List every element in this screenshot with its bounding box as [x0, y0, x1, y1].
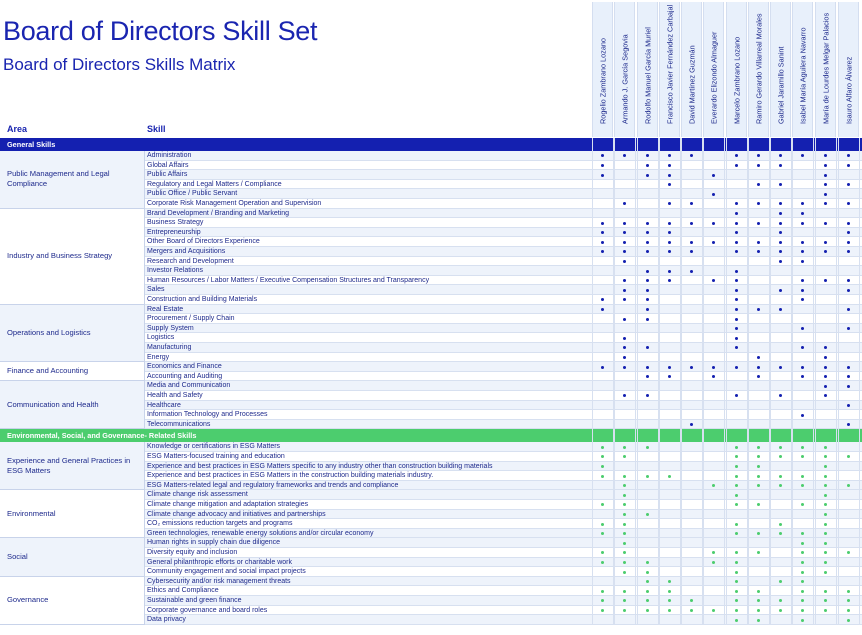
skill-row: Corporate Risk Management Operation and Supervision — [145, 199, 862, 209]
skill-marker-dot — [824, 609, 827, 612]
skill-marker-dot — [779, 475, 782, 478]
column-divider — [815, 138, 816, 625]
skill-marker-dot — [735, 571, 738, 574]
skill-marker-dot — [712, 222, 715, 225]
skill-marker-dot — [735, 164, 738, 167]
skill-marker-dot — [668, 241, 671, 244]
skill-marker-dot — [668, 475, 671, 478]
director-name: Isauro Alfaro Álvarez — [844, 56, 853, 124]
skill-marker-dot — [735, 270, 738, 273]
skill-marker-dot — [623, 523, 626, 526]
skill-row: Media and Communication — [145, 381, 862, 391]
skill-marker-dot — [623, 571, 626, 574]
skill-marker-dot — [623, 513, 626, 516]
skill-marker-dot — [824, 385, 827, 388]
skill-marker-dot — [801, 414, 804, 417]
skill-marker-dot — [847, 385, 850, 388]
skill-row: Global Affairs — [145, 161, 862, 171]
skill-marker-dot — [646, 609, 649, 612]
skill-row: Data privacy — [145, 615, 862, 625]
skill-row: Knowledge or certifications in ESG Matters — [145, 442, 862, 452]
skill-row: ESG Matters-related legal and regulatory frameworks and trends and compliance — [145, 481, 862, 491]
skill-marker-dot — [801, 222, 804, 225]
skill-row: Brand Development / Branding and Marketing — [145, 209, 862, 219]
director-column-header — [792, 2, 813, 137]
column-divider — [724, 138, 725, 625]
area-label: Communication and Health — [0, 381, 145, 429]
skill-marker-dot — [646, 318, 649, 321]
skill-marker-dot — [646, 308, 649, 311]
director-name: Marcelo Zambrano Lozano — [732, 36, 741, 124]
skill-row: Telecommunications — [145, 420, 862, 430]
skill-marker-dot — [601, 475, 604, 478]
area-label: Experience and General Practices in ESG Matters — [0, 442, 145, 490]
skill-marker-dot — [824, 366, 827, 369]
column-divider — [592, 138, 593, 625]
skill-row: Community engagement and social impact projects — [145, 567, 862, 577]
skill-marker-dot — [779, 164, 782, 167]
skill-marker-dot — [757, 446, 760, 449]
skill-marker-dot — [824, 164, 827, 167]
skill-row: Green technologies, renewable energy solutions and/or circular economy — [145, 529, 862, 539]
director-name: María de Lourdes Melgar Palacios — [821, 12, 830, 124]
skill-marker-dot — [735, 590, 738, 593]
column-divider — [836, 138, 837, 625]
skill-marker-dot — [623, 222, 626, 225]
skill-marker-dot — [735, 561, 738, 564]
skill-marker-dot — [801, 475, 804, 478]
skill-marker-dot — [801, 212, 804, 215]
skill-marker-dot — [824, 446, 827, 449]
skill-row: Climate change mitigation and adaptation strategies — [145, 500, 862, 510]
skill-marker-dot — [735, 619, 738, 622]
column-divider — [770, 138, 771, 625]
skill-marker-dot — [668, 222, 671, 225]
skill-marker-dot — [623, 542, 626, 545]
skill-marker-dot — [668, 366, 671, 369]
column-divider — [703, 138, 704, 625]
skill-marker-dot — [646, 590, 649, 593]
skill-row: Climate change risk assessment — [145, 490, 862, 500]
director-name: Rodolfo Manuel García Muriel — [643, 27, 652, 124]
skill-marker-dot — [601, 222, 604, 225]
skill-marker-dot — [847, 241, 850, 244]
skill-marker-dot — [779, 446, 782, 449]
skill-marker-dot — [601, 308, 604, 311]
skill-marker-dot — [601, 465, 604, 468]
column-divider — [637, 138, 638, 625]
skill-marker-dot — [757, 475, 760, 478]
skill-row: Sustainable and green finance — [145, 596, 862, 606]
director-column-header — [770, 2, 791, 137]
skill-marker-dot — [779, 366, 782, 369]
skill-marker-dot — [623, 289, 626, 292]
skill-marker-dot — [601, 174, 604, 177]
skill-marker-dot — [623, 494, 626, 497]
skill-marker-dot — [735, 446, 738, 449]
skill-row: Regulatory and Legal Matters / Compliance — [145, 180, 862, 190]
skill-marker-dot — [757, 308, 760, 311]
skill-row: Economics and Finance — [145, 362, 862, 372]
director-name: Gabriel Jaramillo Sanint — [776, 46, 785, 124]
director-name: Armando J. García Segovia — [620, 34, 629, 124]
skill-row: Information Technology and Processes — [145, 410, 862, 420]
skill-row: Mergers and Acquisitions — [145, 247, 862, 257]
skill-marker-dot — [779, 523, 782, 526]
skill-marker-dot — [623, 241, 626, 244]
skill-marker-dot — [801, 446, 804, 449]
skill-row: Healthcare — [145, 401, 862, 411]
skill-marker-dot — [623, 590, 626, 593]
director-name: Everardo Elizondo Almaguer — [709, 31, 718, 124]
skill-marker-dot — [735, 523, 738, 526]
skill-marker-dot — [735, 241, 738, 244]
skill-marker-dot — [690, 609, 693, 612]
skill-marker-dot — [735, 222, 738, 225]
skill-marker-dot — [690, 270, 693, 273]
skill-marker-dot — [757, 619, 760, 622]
skill-marker-dot — [824, 356, 827, 359]
skill-row: Administration — [145, 151, 862, 161]
skill-marker-dot — [757, 590, 760, 593]
section-header: Environmental, Social, and Governance- Related Skills — [0, 429, 862, 442]
director-column-header — [681, 2, 702, 137]
director-column-header — [637, 2, 658, 137]
skill-row: Diversity equity and inclusion — [145, 548, 862, 558]
skill-marker-dot — [847, 308, 850, 311]
skill-marker-dot — [646, 475, 649, 478]
skill-marker-dot — [757, 222, 760, 225]
skill-marker-dot — [779, 609, 782, 612]
skill-row: Manufacturing — [145, 343, 862, 353]
skill-marker-dot — [735, 465, 738, 468]
skill-marker-dot — [668, 164, 671, 167]
skill-marker-dot — [623, 609, 626, 612]
column-divider — [726, 138, 727, 625]
skill-row: Climate change advocacy and initiatives and partnerships — [145, 510, 862, 520]
skill-marker-dot — [847, 366, 850, 369]
skill-marker-dot — [847, 609, 850, 612]
director-column-header — [592, 2, 613, 137]
skill-marker-dot — [668, 590, 671, 593]
skill-marker-dot — [801, 260, 804, 263]
area-label: Finance and Accounting — [0, 362, 145, 381]
skill-marker-dot — [757, 164, 760, 167]
skill-row: Logistics — [145, 333, 862, 343]
column-divider — [813, 138, 814, 625]
skill-marker-dot — [824, 193, 827, 196]
skill-marker-dot — [712, 366, 715, 369]
skill-marker-dot — [757, 356, 760, 359]
column-divider — [614, 138, 615, 625]
skill-marker-dot — [712, 174, 715, 177]
skill-marker-dot — [712, 561, 715, 564]
skill-row: Entrepreneurship — [145, 228, 862, 238]
skill-marker-dot — [668, 270, 671, 273]
skill-row: Sales — [145, 285, 862, 295]
page-title: Board of Directors Skill Set — [3, 16, 318, 46]
director-column-header — [703, 2, 724, 137]
skill-marker-dot — [735, 289, 738, 292]
skill-row: Energy — [145, 353, 862, 363]
skill-row: Construction and Building Materials — [145, 295, 862, 305]
skill-marker-dot — [735, 494, 738, 497]
skill-marker-dot — [646, 561, 649, 564]
director-name: Ramiro Gerardo Villarreal Morales — [754, 13, 763, 124]
skill-marker-dot — [824, 561, 827, 564]
column-divider — [859, 138, 860, 625]
skill-marker-dot — [601, 164, 604, 167]
skill-marker-dot — [779, 308, 782, 311]
skill-row: Experience and best practices in ESG Matters specific to any industry other than construction building materials — [145, 462, 862, 472]
skill-row: Public Office / Public Servant — [145, 189, 862, 199]
skill-row: Accounting and Auditing — [145, 372, 862, 382]
skill-row: Human Resources / Labor Matters / Executive Compensation Structures and Transparency — [145, 276, 862, 286]
director-column-header — [659, 2, 680, 137]
skill-marker-dot — [847, 619, 850, 622]
skill-marker-dot — [847, 590, 850, 593]
skill-marker-dot — [646, 571, 649, 574]
skill-marker-dot — [779, 260, 782, 263]
skill-marker-dot — [623, 366, 626, 369]
skill-row: Supply System — [145, 324, 862, 334]
skill-marker-dot — [801, 289, 804, 292]
skill-marker-dot — [690, 241, 693, 244]
skill-marker-dot — [623, 475, 626, 478]
skill-marker-dot — [824, 494, 827, 497]
skill-marker-dot — [757, 465, 760, 468]
skill-marker-dot — [735, 337, 738, 340]
skill-marker-dot — [801, 561, 804, 564]
skill-marker-dot — [847, 164, 850, 167]
skill-row: ESG Matters-focused training and education — [145, 452, 862, 462]
skill-marker-dot — [847, 222, 850, 225]
skill-marker-dot — [623, 446, 626, 449]
column-divider — [635, 138, 636, 625]
skill-column-header: Skill — [147, 124, 166, 134]
director-column-header — [748, 2, 769, 137]
skill-marker-dot — [824, 523, 827, 526]
skill-marker-dot — [735, 212, 738, 215]
skill-row: Experience and best practices in ESG Matters in the construction building materials industry. — [145, 471, 862, 481]
column-divider — [792, 138, 793, 625]
director-name: Rogelio Zambrano Lozano — [598, 38, 607, 124]
skill-marker-dot — [801, 366, 804, 369]
skill-marker-dot — [646, 513, 649, 516]
area-label: Public Management and Legal Compliance — [0, 151, 145, 209]
director-name: David Martínez Guzmán — [687, 45, 696, 124]
skill-marker-dot — [735, 475, 738, 478]
skill-marker-dot — [757, 241, 760, 244]
skill-marker-dot — [801, 609, 804, 612]
skill-marker-dot — [735, 308, 738, 311]
skill-marker-dot — [735, 609, 738, 612]
skill-marker-dot — [824, 475, 827, 478]
column-divider — [681, 138, 682, 625]
skill-marker-dot — [601, 241, 604, 244]
skill-marker-dot — [601, 590, 604, 593]
skill-marker-dot — [824, 174, 827, 177]
skill-marker-dot — [801, 241, 804, 244]
skill-marker-dot — [824, 571, 827, 574]
skill-row: Research and Development — [145, 257, 862, 267]
skill-marker-dot — [668, 609, 671, 612]
skill-marker-dot — [824, 465, 827, 468]
area-label: Industry and Business Strategy — [0, 209, 145, 305]
skill-marker-dot — [801, 590, 804, 593]
skill-marker-dot — [646, 241, 649, 244]
skill-marker-dot — [646, 222, 649, 225]
skill-marker-dot — [824, 542, 827, 545]
area-column-header: Area — [7, 124, 28, 134]
skill-marker-dot — [690, 222, 693, 225]
skill-marker-dot — [601, 446, 604, 449]
skill-marker-dot — [601, 609, 604, 612]
area-label: Social — [0, 538, 145, 576]
skill-marker-dot — [601, 366, 604, 369]
skill-marker-dot — [623, 561, 626, 564]
skill-marker-dot — [801, 571, 804, 574]
skill-marker-dot — [779, 241, 782, 244]
skill-marker-dot — [735, 366, 738, 369]
skill-marker-dot — [847, 289, 850, 292]
skill-marker-dot — [623, 356, 626, 359]
skill-marker-dot — [623, 260, 626, 263]
director-column-header — [815, 2, 836, 137]
skill-marker-dot — [824, 222, 827, 225]
skill-marker-dot — [690, 366, 693, 369]
skill-marker-dot — [757, 366, 760, 369]
skill-marker-dot — [646, 366, 649, 369]
skill-marker-dot — [712, 241, 715, 244]
skill-row: Health and Safety — [145, 391, 862, 401]
skill-marker-dot — [801, 619, 804, 622]
skill-marker-dot — [623, 337, 626, 340]
column-divider — [838, 138, 839, 625]
area-label: Environmental — [0, 490, 145, 538]
skill-marker-dot — [668, 174, 671, 177]
skill-row: Human rights in supply chain due diligence — [145, 538, 862, 548]
skill-row: Cybersecurity and/or risk management threats — [145, 577, 862, 587]
skill-marker-dot — [601, 523, 604, 526]
director-column-header — [838, 2, 859, 137]
skill-marker-dot — [757, 609, 760, 612]
skill-row: Investor Relations — [145, 266, 862, 276]
area-label: Operations and Logistics — [0, 305, 145, 363]
skill-row: Ethics and Compliance — [145, 586, 862, 596]
skill-row: Public Affairs — [145, 170, 862, 180]
skill-marker-dot — [646, 174, 649, 177]
skill-row: CO₂ emissions reduction targets and programs — [145, 519, 862, 529]
skill-marker-dot — [824, 513, 827, 516]
director-column-header — [726, 2, 747, 137]
skill-marker-dot — [779, 212, 782, 215]
skill-marker-dot — [646, 289, 649, 292]
skill-marker-dot — [601, 561, 604, 564]
skill-marker-dot — [824, 590, 827, 593]
skill-marker-dot — [735, 318, 738, 321]
column-divider — [748, 138, 749, 625]
skill-marker-dot — [646, 446, 649, 449]
area-label: Governance — [0, 577, 145, 625]
skill-marker-dot — [646, 270, 649, 273]
page-subtitle: Board of Directors Skills Matrix — [3, 55, 236, 74]
skill-row: Procurement / Supply Chain — [145, 314, 862, 324]
section-header: General Skills — [0, 138, 862, 151]
skill-row: Business Strategy — [145, 218, 862, 228]
skill-marker-dot — [824, 241, 827, 244]
director-name: Francisco Javier Fernández Carbajal — [665, 4, 674, 124]
skill-row: Corporate governance and board roles — [145, 606, 862, 616]
skill-row: Real Estate — [145, 305, 862, 315]
column-divider — [659, 138, 660, 625]
skill-row: Other Board of Directors Experience — [145, 237, 862, 247]
director-name: Isabel María Aguilera Navarro — [798, 27, 807, 124]
skill-row: General philanthropic efforts or charitable work — [145, 558, 862, 568]
skill-marker-dot — [646, 164, 649, 167]
director-column-header — [614, 2, 635, 137]
skill-marker-dot — [801, 542, 804, 545]
skill-marker-dot — [712, 193, 715, 196]
skill-marker-dot — [623, 318, 626, 321]
skill-marker-dot — [847, 404, 850, 407]
skill-marker-dot — [779, 222, 782, 225]
skill-marker-dot — [779, 289, 782, 292]
skill-marker-dot — [712, 609, 715, 612]
